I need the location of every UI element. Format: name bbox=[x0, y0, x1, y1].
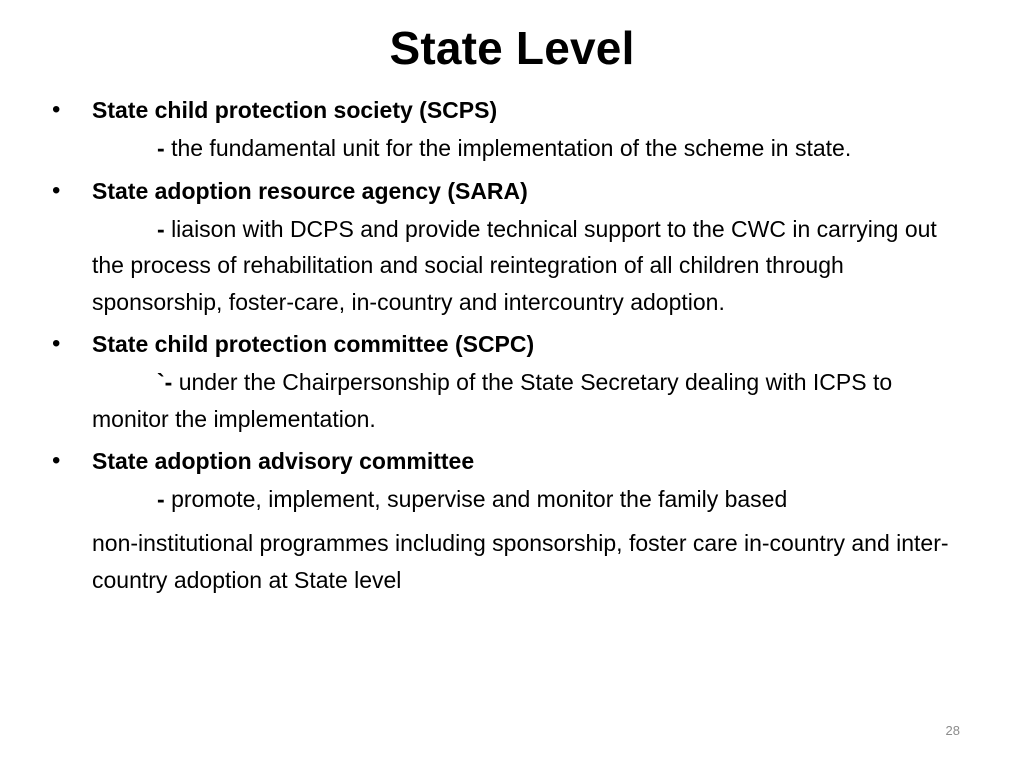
item-description bbox=[92, 364, 960, 437]
list-item-sara bbox=[52, 173, 972, 321]
bullet-icon: • bbox=[52, 96, 61, 123]
item-heading: State child protection society (SCPS) bbox=[92, 97, 498, 123]
item-description-line1 bbox=[92, 481, 960, 517]
bullet-icon: • bbox=[52, 330, 61, 357]
item-description bbox=[92, 481, 960, 598]
bullet-icon: • bbox=[52, 447, 61, 474]
page-number: 28 bbox=[945, 723, 960, 738]
list-item-saac bbox=[52, 443, 972, 598]
item-description-text: the fundamental unit for the implementation of the scheme in state. bbox=[171, 135, 852, 161]
item-description-text: liaison with DCPS and provide technical support to the CWC in carrying out the process of rehabilitation and social reintegration of all children through sponsorship, foster-care, in-country and intercountry adoption. bbox=[92, 215, 937, 315]
list-item-scpc bbox=[52, 326, 972, 437]
list-item-scps bbox=[52, 92, 972, 167]
dash-marker: `- bbox=[157, 369, 179, 395]
dash-marker: - bbox=[157, 486, 172, 512]
slide-title: State Level bbox=[389, 22, 635, 74]
bullet-icon: • bbox=[52, 176, 61, 204]
dash-marker: - bbox=[157, 135, 172, 161]
item-description bbox=[92, 130, 960, 167]
item-heading: State adoption resource agency (SARA) bbox=[92, 177, 528, 204]
item-description-text: under the Chairpersonship of the State Secretary dealing with ICPS to monitor the implementation. bbox=[92, 369, 893, 432]
item-description-text: promote, implement, supervise and monitor the family based bbox=[171, 486, 788, 512]
item-heading: State adoption advisory committee bbox=[92, 448, 475, 474]
dash-marker: - bbox=[157, 215, 172, 242]
bullet-list bbox=[52, 92, 972, 604]
item-description bbox=[92, 211, 960, 321]
item-heading: State child protection committee (SCPC) bbox=[92, 331, 535, 357]
item-description-rest: non-institutional programmes including sponsorship, foster care in-country and inter-country adoption at State level bbox=[92, 530, 949, 593]
